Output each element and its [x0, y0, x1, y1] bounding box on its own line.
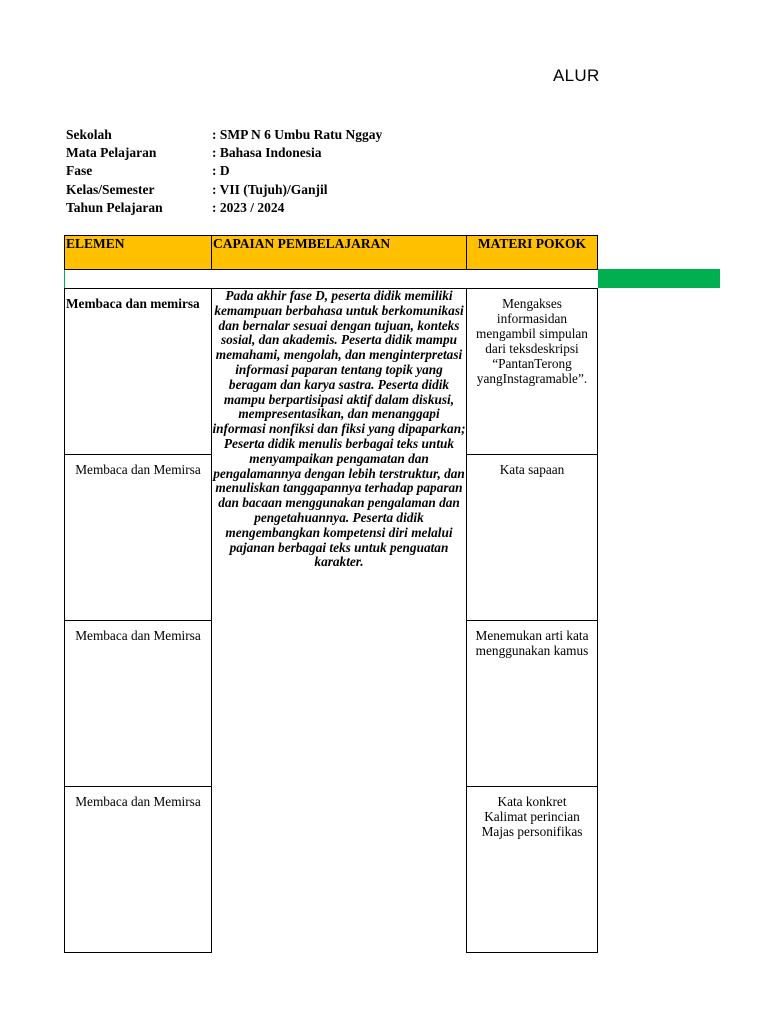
info-row-tahun-pelajaran	[66, 199, 382, 217]
info-label: Fase	[66, 163, 93, 179]
materi-cell: Menemukan arti kata menggunakan kamus	[467, 621, 598, 787]
info-row-sekolah	[66, 126, 382, 144]
table-row	[65, 289, 598, 455]
info-row-mata-pelajaran	[66, 144, 382, 162]
info-value: : SMP N 6 Umbu Ratu Nggay	[212, 127, 383, 142]
materi-cell	[467, 787, 598, 953]
info-label: Sekolah	[66, 127, 112, 142]
header-capaian: CAPAIAN PEMBELAJARAN	[212, 236, 467, 270]
capaian-cell: Pada akhir fase D, peserta didik memiliki kemampuan berbahasa untuk berkomunikasi dan bernalar sesuai dengan tujuan, konteks sosial, dan akademis. Peserta didik mampu memahami, mengolah, dan menginterpretasi informasi paparan tentang topik yang beragam dan karya sastra. Peserta didik mampu berpartisipasi aktif dalam diskusi, mempresentasikan, dan menanggapi informasi nonfiksi dan fiksi yang dipaparkan; Peserta didik menulis berbagai teks untuk menyampaikan pengamatan dan pengalamannya dengan lebih terstruktur, dan menuliskan tanggapannya terhadap paparan dan bacaan menggunakan pengalaman dan pengetahuannya. Peserta didik mengembangkan kompetensi diri melalui pajanan berbagai teks untuk penguatan karakter.	[212, 289, 467, 953]
materi-cell: Mengakses informasidan mengambil simpulan dari teksdeskripsi “PantanTerong yangInstagramable”.	[467, 289, 598, 455]
info-row-kelas-semester	[66, 181, 382, 199]
materi-line: Majas personifikas	[481, 824, 583, 839]
info-label: Tahun Pelajaran	[66, 199, 163, 215]
info-value: : Bahasa Indonesia	[212, 145, 322, 161]
info-value: : D	[212, 163, 230, 179]
info-row-fase	[66, 162, 382, 180]
info-value: : 2023 / 2024	[212, 199, 285, 215]
elemen-cell: Membaca dan Memirsa	[65, 455, 212, 621]
document-title: ALUR	[553, 66, 600, 85]
elemen-cell: Membaca dan memirsa	[65, 289, 212, 455]
info-label: Mata Pelajaran	[66, 145, 157, 161]
elemen-cell: Membaca dan Memirsa	[65, 787, 212, 953]
materi-line: Kalimat perincian	[484, 809, 580, 824]
info-block	[66, 126, 382, 217]
materi-cell: Kata sapaan	[467, 455, 598, 621]
materi-line: Kata konkret	[497, 794, 567, 809]
header-elemen: ELEMEN	[65, 236, 212, 270]
info-value: : VII (Tujuh)/Ganjil	[212, 181, 328, 197]
info-label: Kelas/Semester	[66, 181, 155, 197]
alur-table	[64, 235, 598, 953]
header-materi: MATERI POKOK	[467, 236, 598, 270]
elemen-cell: Membaca dan Memirsa	[65, 621, 212, 787]
table-header-row	[65, 236, 598, 270]
